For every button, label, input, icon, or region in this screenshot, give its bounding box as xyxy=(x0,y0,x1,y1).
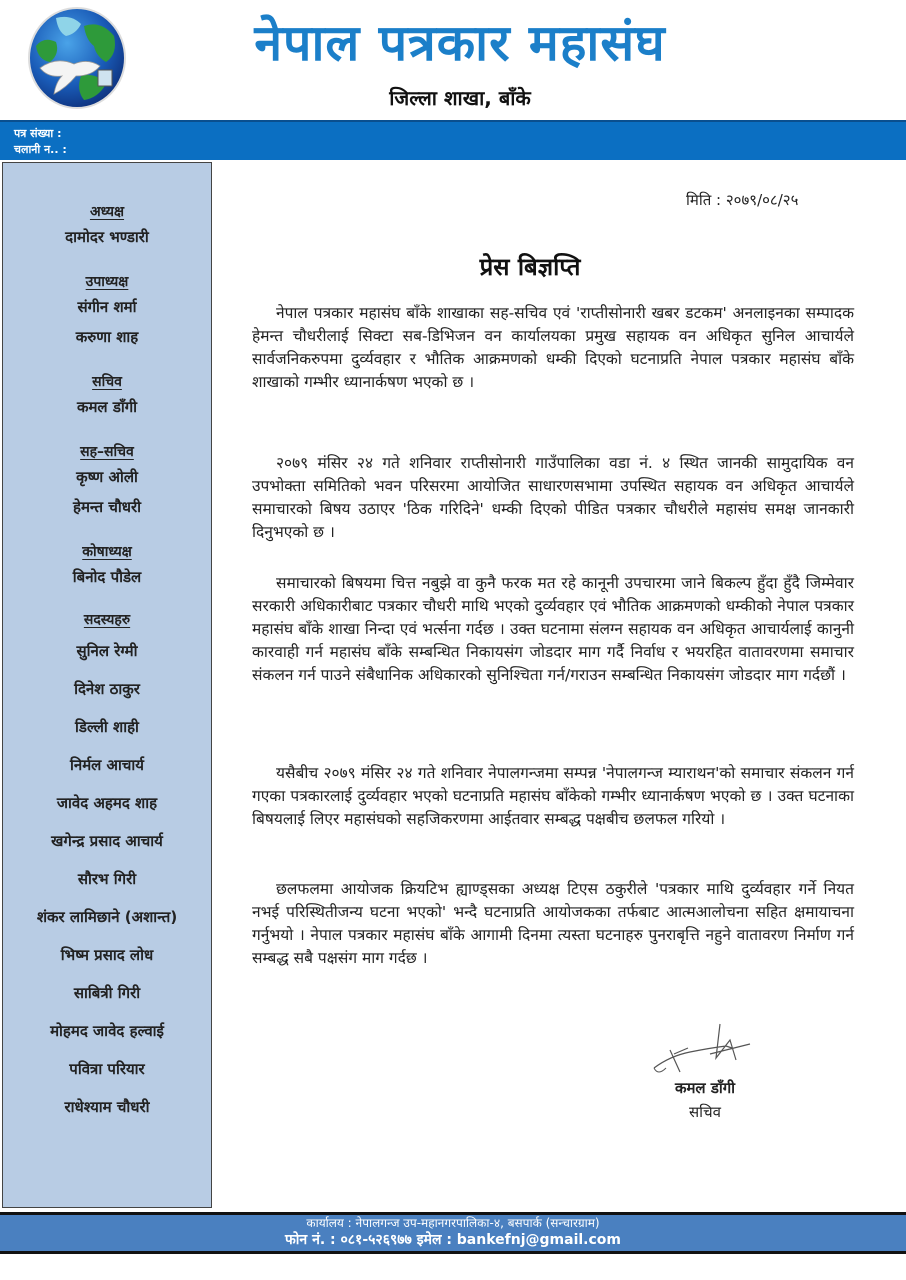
member-name: निर्मल आचार्य xyxy=(69,756,144,774)
paragraph: नेपाल पत्रकार महासंघ बाँके शाखाका सह-सचिव एवं 'राप्तीसोनारी खबर डटकम' अनलाइनका सम्पादक हेमन्त चौधरीलाई सिक्टा सब-डिभिजन वन कार्यालयका प्रमुख सहायक वन अधिकृत सुनिल आचार्यले सार्वजनिकरुपमा दुर्व्यवहार र भौतिक आक्रमणको धम्की दिएको घटनाप्रति नेपाल पत्रकार महासंघ बाँके शाखाको गम्भीर ध्यानार्कषण भएको छ । xyxy=(252,304,854,391)
organization-title: नेपाल पत्रकार महासंघ xyxy=(254,14,666,72)
member-name: राधेश्याम चौधरी xyxy=(64,1098,150,1116)
member-name: खगेन्द्र प्रसाद आचार्य xyxy=(51,832,163,850)
role-heading: सह–सचिव xyxy=(80,444,134,460)
member-name: भिष्म प्रसाद लोध xyxy=(60,946,154,964)
role-heading: अध्यक्ष xyxy=(89,204,125,220)
committee-group-vice-president xyxy=(3,271,211,347)
member-name: सुनिल रेग्मी xyxy=(76,642,138,660)
document-title: प्रेस बिज्ञप्ति xyxy=(479,253,581,281)
committee-group-joint-secretary xyxy=(3,441,211,517)
member-name: कृष्ण ओली xyxy=(76,468,138,486)
member-name: साबित्री गिरी xyxy=(73,984,141,1002)
member-name: दामोदर भण्डारी xyxy=(65,228,149,246)
contact-info: फोन नं. : ०८१-५२६९७७ इमेल : bankefnj@gmail.com xyxy=(285,1232,621,1248)
role-heading: कोषाध्यक्ष xyxy=(82,544,132,560)
member-name: पवित्रा परियार xyxy=(69,1060,145,1078)
committee-group-president xyxy=(3,201,211,247)
member-name: जावेद अहमद शाह xyxy=(56,794,158,812)
role-heading: सचिव xyxy=(92,374,122,390)
member-name: संगीन शर्मा xyxy=(77,298,137,316)
letterhead xyxy=(0,0,906,118)
role-heading: सदस्यहरु xyxy=(83,612,131,628)
branch-subtitle: जिल्ला शाखा, बाँके xyxy=(389,86,531,110)
paragraph: २०७९ मंसिर २४ गते शनिवार राप्तीसोनारी गाउँपालिका वडा नं. ४ स्थित जानकी सामुदायिक वन उपभोक्ता समितिको भवन परिसरमा आयोजित साधारणसभामा उपस्थित सहायक वन अधिकृत आचार्यले समाचारको बिषय उठाएर 'ठिक गरिदिने' धम्की दिएको पीडित पत्रकार चौधरीले महासंघ समक्ष जानकारी दिनुभएको छ । xyxy=(252,454,854,541)
member-name: कमल डाँगी xyxy=(76,398,138,416)
reference-band xyxy=(0,120,906,160)
footer-band xyxy=(0,1212,906,1254)
office-address: कार्यालय : नेपालगन्ज उप-महानगरपालिका-४, बसपार्क (सन्चारग्राम) xyxy=(306,1216,600,1230)
member-name: बिनोद पौडेल xyxy=(72,568,142,586)
document-date: मिति : २०७९/०८/२५ xyxy=(686,191,799,209)
signer-name: कमल डाँगी xyxy=(674,1079,736,1097)
committee-group-members xyxy=(3,609,211,1117)
committee-sidebar xyxy=(2,162,212,1208)
paragraph: छलफलमा आयोजक क्रियटिभ ह्याण्ड्सका अध्यक्ष टिएस ठकुरीले 'पत्रकार माथि दुर्व्यवहार गर्ने नियत नभई परिस्थितीजन्य घटना भएको' भन्दै घटनाप्रति आयोजकका तर्फबाट आत्मआलोचना सहित क्षमायाचना गर्नुभयो । नेपाल पत्रकार महासंघ बाँके आगामी दिनमा त्यस्ता घटनाहरु पुनराबृत्ति नहुने वातावरण निर्माण गर्न सम्बद्ध सबै पक्षसंग माग गर्दछ । xyxy=(252,880,854,967)
member-name: सौरभ गिरी xyxy=(77,870,137,888)
signer-role: सचिव xyxy=(689,1103,721,1121)
globe-dove-logo-icon xyxy=(26,6,128,110)
committee-group-treasurer xyxy=(3,541,211,587)
member-name: दिनेश ठाकुर xyxy=(74,680,140,698)
signature-icon xyxy=(650,1018,760,1078)
member-name: डिल्ली शाही xyxy=(75,718,139,736)
paragraph: यसैबीच २०७९ मंसिर २४ गते शनिवार नेपालगन्जमा सम्पन्न 'नेपालगन्ज म्याराथन'को समाचार संकलन गर्न गएका पत्रकारलाई दुर्व्यवहार भएको घटनाप्रति महासंघ बाँकेको गम्भीर ध्यानार्कषण भएको छ । उक्त घटनाका बिषयलाई लिएर महासंघको सहजिकरणमा आईतवार सम्बद्ध पक्षबीच छलफल गरियो । xyxy=(252,764,854,828)
member-name: मोहमद जावेद हल्वाई xyxy=(50,1022,164,1040)
member-name: करुणा शाह xyxy=(75,328,139,346)
dispatch-number-label: चलानी न.. : xyxy=(14,143,67,156)
member-name: शंकर लामिछाने (अशान्त) xyxy=(36,908,178,926)
paragraph: समाचारको बिषयमा चित्त नबुझे वा कुनै फरक मत रहे कानूनी उपचारमा जाने बिकल्प हुँदा हुँदै जिम्मेवार सरकारी अधिकारीबाट पत्रकार चौधरी माथि भएको दुर्व्यवहार एवं भौतिक आक्रमणको धम्कीको नेपाल पत्रकार महासंघ बाँके शाखा निन्दा एवं भर्त्सना गर्दछ । उक्त घटनामा संलग्न सहायक वन अधिकृत आचार्यलाई कानुनी कारवाही गर्न महासंघ बाँके सम्बन्धित निकायसंग जोडदार माग गर्दै निर्वाध र भयरहित वातावरणमा समाचार संकलन गर्न पाउने संबैधानिक अधिकारको सुनिश्चिता गर्न/गराउन सम्बन्धित निकायसंग जोडदार माग गर्दछौं । xyxy=(252,574,854,684)
member-name: हेमन्त चौधरी xyxy=(73,498,141,516)
role-heading: उपाध्यक्ष xyxy=(85,274,129,290)
committee-group-secretary xyxy=(3,371,211,417)
letter-number-label: पत्र संख्या : xyxy=(14,127,62,140)
